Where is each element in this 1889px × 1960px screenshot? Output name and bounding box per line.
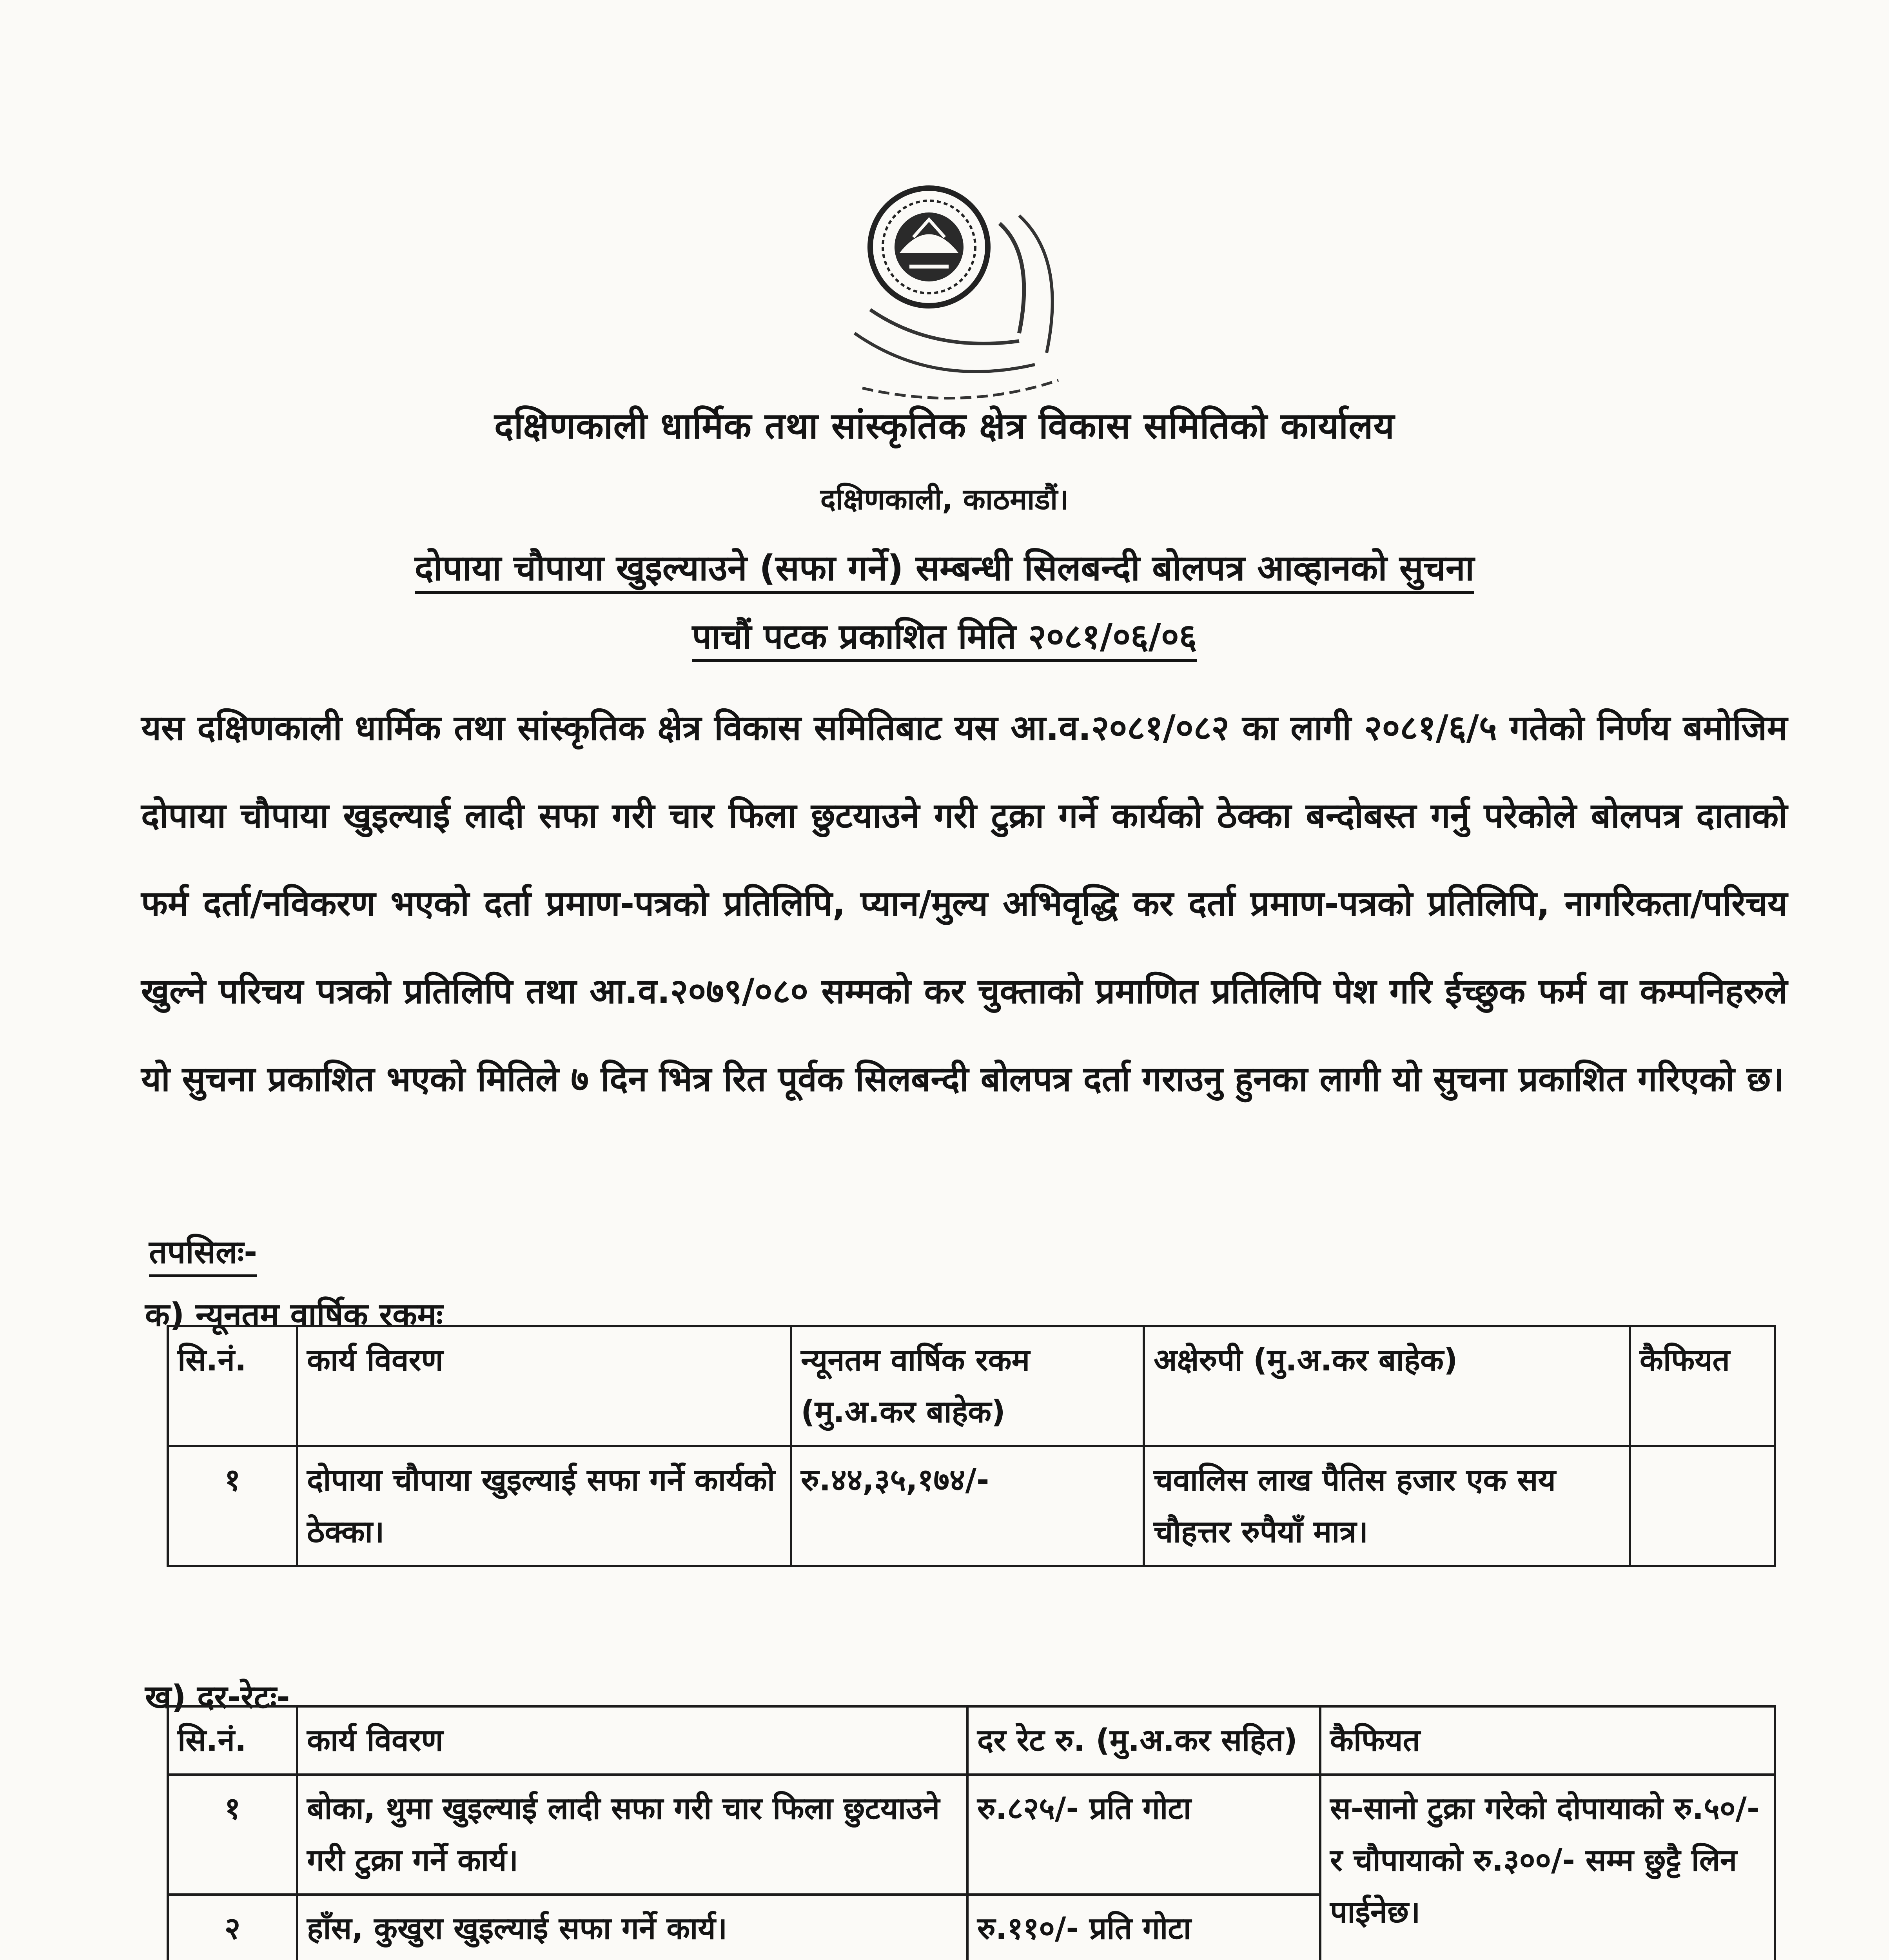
details-heading: तपसिलः-: [149, 1229, 257, 1277]
section-b-heading: ख) दर-रेटः-: [145, 1679, 290, 1716]
column-header: दर रेट रु. (मु.अ.कर सहित): [967, 1706, 1320, 1775]
table-header-row: [168, 1326, 1775, 1446]
column-header: कार्य विवरण: [297, 1326, 791, 1446]
column-header: न्यूनतम वार्षिक रकम (मु.अ.कर बाहेक): [791, 1326, 1144, 1446]
work-description-cell: बोका, थुमा खुइल्याई लादी सफा गरी चार फिला छुटयाउने गरी टुक्रा गर्ने कार्य।: [297, 1775, 967, 1895]
notice-title: [0, 543, 1889, 591]
work-description-cell: हाँस, कुखुरा खुइल्याई सफा गर्ने कार्य।: [297, 1895, 967, 1960]
notice-title-text: दोपाया चौपाया खुइल्याउने (सफा गर्ने) सम्बन्धी सिलबन्दी बोलपत्र आव्हानको सुचना: [415, 548, 1474, 594]
column-header: कैफियत: [1630, 1326, 1775, 1446]
table-header-row: [168, 1706, 1775, 1775]
column-header: सि.नं.: [168, 1706, 297, 1775]
rate-cell: रु.८२५/- प्रति गोटा: [967, 1775, 1320, 1895]
seal-emblem-icon: [815, 169, 1160, 427]
rate-table: [167, 1705, 1776, 1960]
amount-in-words-cell: चवालिस लाख पैतिस हजार एक सय चौहत्तर रुपैयाँ मात्र।: [1144, 1446, 1630, 1566]
remarks-cell: [1630, 1446, 1775, 1566]
office-name: दक्षिणकाली धार्मिक तथा सांस्कृतिक क्षेत्र विकास समितिको कार्यालय: [494, 405, 1395, 447]
table-row: [168, 1775, 1775, 1895]
minimum-amount-cell: रु.४४,३५,१७४/-: [791, 1446, 1144, 1566]
serial-number-cell: १: [168, 1446, 297, 1566]
remarks-cell: स-सानो टुक्रा गरेको दोपायाको रु.५०/- र चौपायाको रु.३००/- सम्म छुट्टै लिन पाईनेछ।: [1320, 1775, 1775, 1960]
office-seal: [815, 169, 1160, 427]
serial-number-cell: १: [168, 1775, 297, 1895]
work-description-cell: दोपाया चौपाया खुइल्याई सफा गर्ने कार्यको ठेक्का।: [297, 1446, 791, 1566]
minimum-amount-table: [167, 1325, 1776, 1567]
column-header: कार्य विवरण: [297, 1706, 967, 1775]
column-header: सि.नं.: [168, 1326, 297, 1446]
table-row: [168, 1446, 1775, 1566]
office-location: दक्षिणकाली, काठमाडौं।: [820, 483, 1069, 516]
section-a-heading: क) न्यूनतम वार्षिक रकमः: [145, 1296, 443, 1334]
column-header: कैफियत: [1320, 1706, 1775, 1775]
publication-date: [0, 612, 1889, 659]
serial-number-cell: २: [168, 1895, 297, 1960]
publication-date-text: पाचौं पटक प्रकाशित मिति २०८१/०६/०६: [692, 616, 1197, 662]
notice-body: यस दक्षिणकाली धार्मिक तथा सांस्कृतिक क्षेत्र विकास समितिबाट यस आ.व.२०८१/०८२ का लागी २०८१/६/५ गतेको निर्णय बमोजिम दोपाया चौपाया खुइल्याई लादी सफा गरी चार फिला छुटयाउने गरी टुक्रा गर्ने कार्यको ठेक्का बन्दोबस्त गर्नु परेकोले बोलपत्र दाताको फर्म दर्ता/नविकरण भएको दर्ता प्रमाण-पत्रको प्रतिलिपि, प्यान/मुल्य अभिवृद्धि कर दर्ता प्रमाण-पत्रको प्रतिलिपि, नागरिकता/परिचय खुल्ने परिचय पत्रको प्रतिलिपि तथा आ.व.२०७९/०८० सम्मको कर चुक्ताको प्रमाणित प्रतिलिपि पेश गरि ईच्छुक फर्म वा कम्पनिहरुले यो सुचना प्रकाशित भएको मितिले ७ दिन भित्र रित पूर्वक सिलबन्दी बोलपत्र दर्ता गराउनु हुनका लागी यो सुचना प्रकाशित गरिएको छ।: [141, 708, 1787, 1099]
column-header: अक्षेरुपी (मु.अ.कर बाहेक): [1144, 1326, 1630, 1446]
rate-cell: रु.११०/- प्रति गोटा: [967, 1895, 1320, 1960]
